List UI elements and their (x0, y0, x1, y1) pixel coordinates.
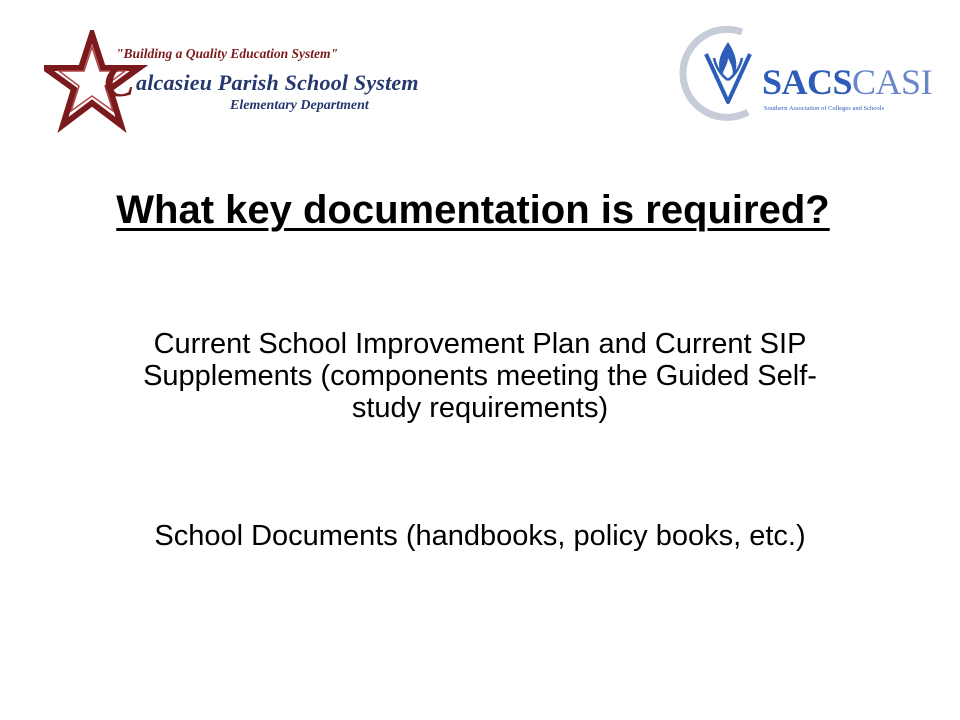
logo-association-name: Southern Association of Colleges and Schools (764, 105, 885, 112)
slide-title: What key documentation is required? (116, 188, 830, 232)
logo-department: Elementary Department (230, 98, 369, 113)
calcasieu-logo (44, 30, 419, 134)
wordmark-casi: CASI (852, 62, 933, 102)
sacs-casi-logo (676, 22, 936, 122)
documentation-item-sip: Current School Improvement Plan and Current SIP Supplements (components meeting the Guided Self-study requirements) (143, 328, 817, 424)
torch-icon (676, 22, 772, 122)
wordmark-sacs: SACS (762, 62, 853, 102)
logo-school-system-name: alcasieu Parish School System (136, 70, 419, 95)
logo-tagline: "Building a Quality Education System" (116, 46, 339, 61)
documentation-item-school-documents: School Documents (handbooks, policy books, etc.) (154, 520, 806, 552)
logo-initial: C (104, 55, 135, 106)
sacs-casi-wordmark (762, 62, 932, 102)
